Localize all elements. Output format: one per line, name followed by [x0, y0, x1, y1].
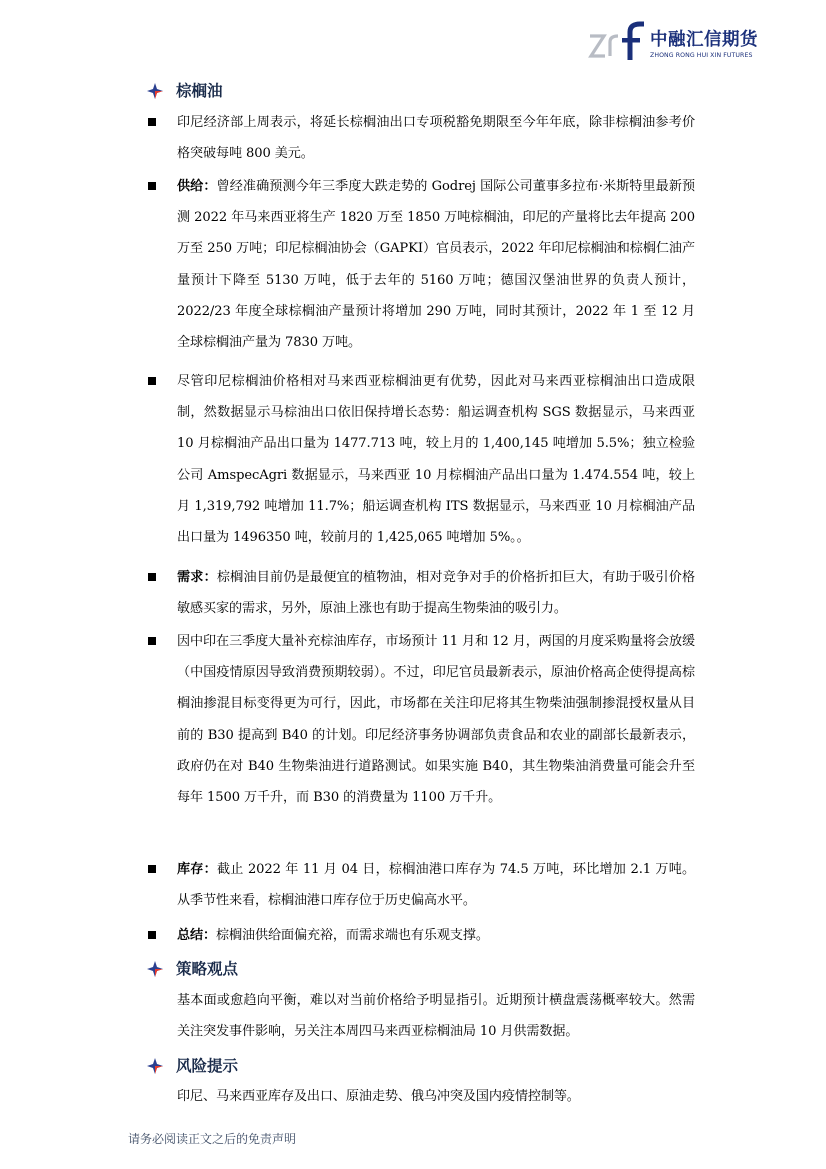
heading-marker-icon — [146, 1057, 164, 1075]
section-title: 风险提示 — [176, 1057, 239, 1075]
paragraph-label: 库存： — [177, 862, 217, 877]
paragraph-label: 供给： — [177, 179, 217, 194]
paragraph-demand — [177, 562, 695, 624]
paragraph-risk — [177, 1081, 695, 1112]
paragraph-biodiesel — [177, 626, 695, 813]
heading-marker-icon — [146, 82, 164, 100]
bullet-square-icon — [148, 931, 156, 939]
paragraph-text: 曾经准确预测今年三季度大跌走势的 Godrej 国际公司董事多拉布·米斯特里最新预测 2022 年马来西亚将生产 1820 万至 1850 万吨棕榈油，印尼的产量将比去年提高 200 万至 250 万吨；印尼棕榈油协会（GAPKI）官员表示，2022 年印尼棕榈油和棕榈仁油产量预计下降至 5130 万吨，低于去年的 5160 万吨；德国汉堡油世界的负责人预计，2022/23 年度全球棕榈油产量预计将增加 290 万吨，同时其预计，2022 年 1 至 12 月全球棕榈油产量为 7830 万吨。 — [177, 179, 695, 351]
paragraph-text: 印尼经济部上周表示，将延长棕榈油出口专项税豁免期限至今年年底，除非棕榈油参考价格突破每吨 800 美元。 — [177, 115, 695, 162]
paragraph-text: 因中印在三季度大量补充棕油库存，市场预计 11 月和 12 月，两国的月度采购量将会放缓（中国疫情原因导致消费预期较弱）。不过，印尼官员最新表示，原油价格高企使得提高棕榈油掺混目标变得更为可行，因此，市场都在关注印尼将其生物柴油强制掺混授权量从目前的 B30 提高到 B40 的计划。印尼经济事务协调部负责食品和农业的副部长最新表示，政府仍在对 B40 生物柴油进行道路测试。如果实施 B40，其生物柴油消费量可能会升至每年 1500 万千升，而 B30 的消费量为 1100 万千升。 — [177, 634, 695, 806]
paragraph-exports — [177, 366, 695, 553]
logo-name-cn: 中融汇信期货 — [650, 30, 758, 50]
paragraph-text: 基本面或愈趋向平衡，难以对当前价格给予明显指引。近期预计横盘震荡概率较大。然需关注突发事件影响，另关注本周四马来西亚棕榈油局 10 月供需数据。 — [177, 993, 695, 1040]
paragraph-inventory — [177, 854, 695, 916]
bullet-square-icon — [148, 182, 156, 190]
section-title: 策略观点 — [176, 960, 239, 978]
paragraph-label: 需求： — [177, 570, 217, 585]
disclaimer-footer: 请务必阅读正文之后的免责声明 — [128, 1132, 297, 1146]
paragraph-text: 截止 2022 年 11 月 04 日，棕榈油港口库存为 74.5 万吨，环比增加 2.1 万吨。从季节性来看，棕榈油港口库存位于历史偏高水平。 — [177, 862, 696, 909]
logo-name-en: ZHONG RONG HUI XIN FUTURES — [650, 52, 753, 59]
company-logo — [588, 20, 776, 64]
heading-marker-icon — [146, 960, 164, 978]
paragraph-strategy — [177, 985, 695, 1047]
section-title: 棕榈油 — [176, 82, 223, 100]
bullet-square-icon — [148, 865, 156, 873]
zrf-logo-mark-icon — [588, 20, 648, 64]
paragraph-text: 印尼、马来西亚库存及出口、原油走势、俄乌冲突及国内疫情控制等。 — [177, 1089, 580, 1104]
paragraph-text: 棕榈油供给面偏充裕，而需求端也有乐观支撑。 — [215, 928, 489, 943]
bullet-square-icon — [148, 573, 156, 581]
paragraph-supply — [177, 171, 695, 358]
bullet-square-icon — [148, 118, 156, 126]
paragraph-summary — [177, 920, 695, 951]
paragraph-text: 尽管印尼棕榈油价格相对马来西亚棕榈油更有优势，因此对马来西亚棕榈油出口造成限制，然数据显示马棕油出口依旧保持增长态势：船运调查机构 SGS 数据显示，马来西亚 10 月棕榈油产品出口量为 1477.713 吨，较上月的 1,400,145 吨增加 5.5%；独立检验公司 AmspecAgri 数据显示，马来西亚 10 月棕榈油产品出口量为 1.474.554 吨，较上月 1,319,792 吨增加 11.7%；船运调查机构 ITS 数据显示，马来西亚 10 月棕榈油产品出口量为 1496350 吨，较前月的 1,425,065 吨增加 5%。。 — [177, 374, 695, 546]
paragraph-tax-exemption — [177, 107, 695, 169]
bullet-square-icon — [148, 377, 156, 385]
paragraph-text: 棕榈油目前仍是最便宜的植物油，相对竞争对手的价格折扣巨大，有助于吸引价格敏感买家的需求，另外，原油上涨也有助于提高生物柴油的吸引力。 — [177, 570, 695, 617]
paragraph-label: 总结： — [177, 928, 216, 943]
bullet-square-icon — [148, 637, 156, 645]
